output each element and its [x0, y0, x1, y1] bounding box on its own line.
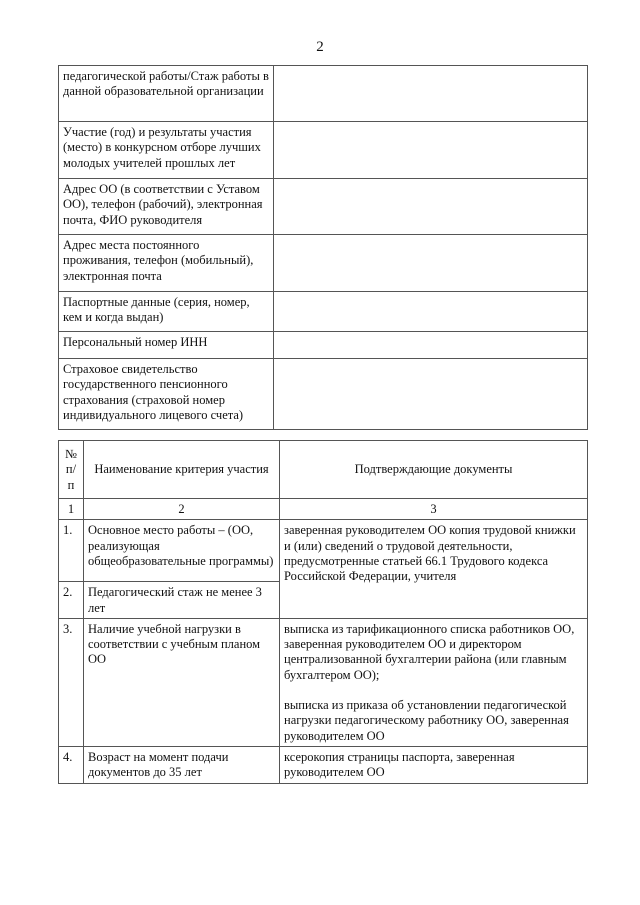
col-number-2: 2 — [84, 499, 280, 520]
row-value — [274, 66, 588, 122]
criteria-table — [58, 440, 588, 784]
table-row — [59, 235, 588, 292]
documents-part-b: выписка из приказа об установлении педагогической нагрузки педагогическому работнику ОО, заверенная руководителем ОО — [284, 698, 569, 743]
col-number-1: 1 — [59, 499, 84, 520]
row-documents — [280, 618, 588, 746]
row-criterion: Педагогический стаж не менее 3 лет — [84, 582, 280, 619]
header-documents: Подтверждающие документы — [280, 441, 588, 499]
row-label: Страховое свидетельство государственного пенсионного страхования (страховой номер индивидуального лицевого счета) — [59, 359, 274, 430]
page-number: 2 — [316, 39, 324, 55]
row-documents: заверенная руководителем ОО копия трудовой книжки и (или) сведений о трудовой деятельности, предусмотренные статьей 66.1 Трудового кодекса Российской Федерации, учителя — [280, 520, 588, 619]
applicant-info-table — [58, 65, 588, 430]
row-value — [274, 332, 588, 359]
row-criterion: Наличие учебной нагрузки в соответствии с учебным планом ОО — [84, 618, 280, 746]
col-number-3: 3 — [280, 499, 588, 520]
table-row — [59, 359, 588, 430]
column-number-row — [59, 499, 588, 520]
row-num: 1. — [59, 520, 84, 582]
row-value — [274, 235, 588, 292]
row-criterion: Возраст на момент подачи документов до 35 лет — [84, 746, 280, 783]
table-row — [59, 66, 588, 122]
table-row — [59, 179, 588, 235]
row-value — [274, 179, 588, 235]
header-criterion: Наименование критерия участия — [84, 441, 280, 499]
row-label: Адрес места постоянного проживания, телефон (мобильный), электронная почта — [59, 235, 274, 292]
row-num: 3. — [59, 618, 84, 746]
row-value — [274, 292, 588, 332]
row-label: Участие (год) и результаты участия (место) в конкурсном отборе лучших молодых учителей прошлых лет — [59, 122, 274, 179]
row-num: 2. — [59, 582, 84, 619]
row-label: Паспортные данные (серия, номер, кем и когда выдан) — [59, 292, 274, 332]
table-row — [59, 332, 588, 359]
header-num: № п/ п — [59, 441, 84, 499]
row-label: Адрес ОО (в соответствии с Уставом ОО), телефон (рабочий), электронная почта, ФИО руководителя — [59, 179, 274, 235]
row-num: 4. — [59, 746, 84, 783]
row-value — [274, 122, 588, 179]
table-row — [59, 746, 588, 783]
row-documents: ксерокопия страницы паспорта, заверенная руководителем ОО — [280, 746, 588, 783]
row-criterion: Основное место работы – (ОО, реализующая общеобразовательные программы) — [84, 520, 280, 582]
table-row — [59, 292, 588, 332]
documents-part-a: выписка из тарификационного списка работников ОО, заверенная руководителем ОО и директором централизованной бухгалтерии района (или главным бухгалтером ОО); — [284, 621, 575, 682]
table-header-row — [59, 441, 588, 499]
table-row — [59, 520, 588, 582]
row-label: Персональный номер ИНН — [59, 332, 274, 359]
table-row — [59, 618, 588, 746]
row-value — [274, 359, 588, 430]
table-row — [59, 122, 588, 179]
row-label: педагогической работы/Стаж работы в данной образовательной организации — [59, 66, 274, 122]
